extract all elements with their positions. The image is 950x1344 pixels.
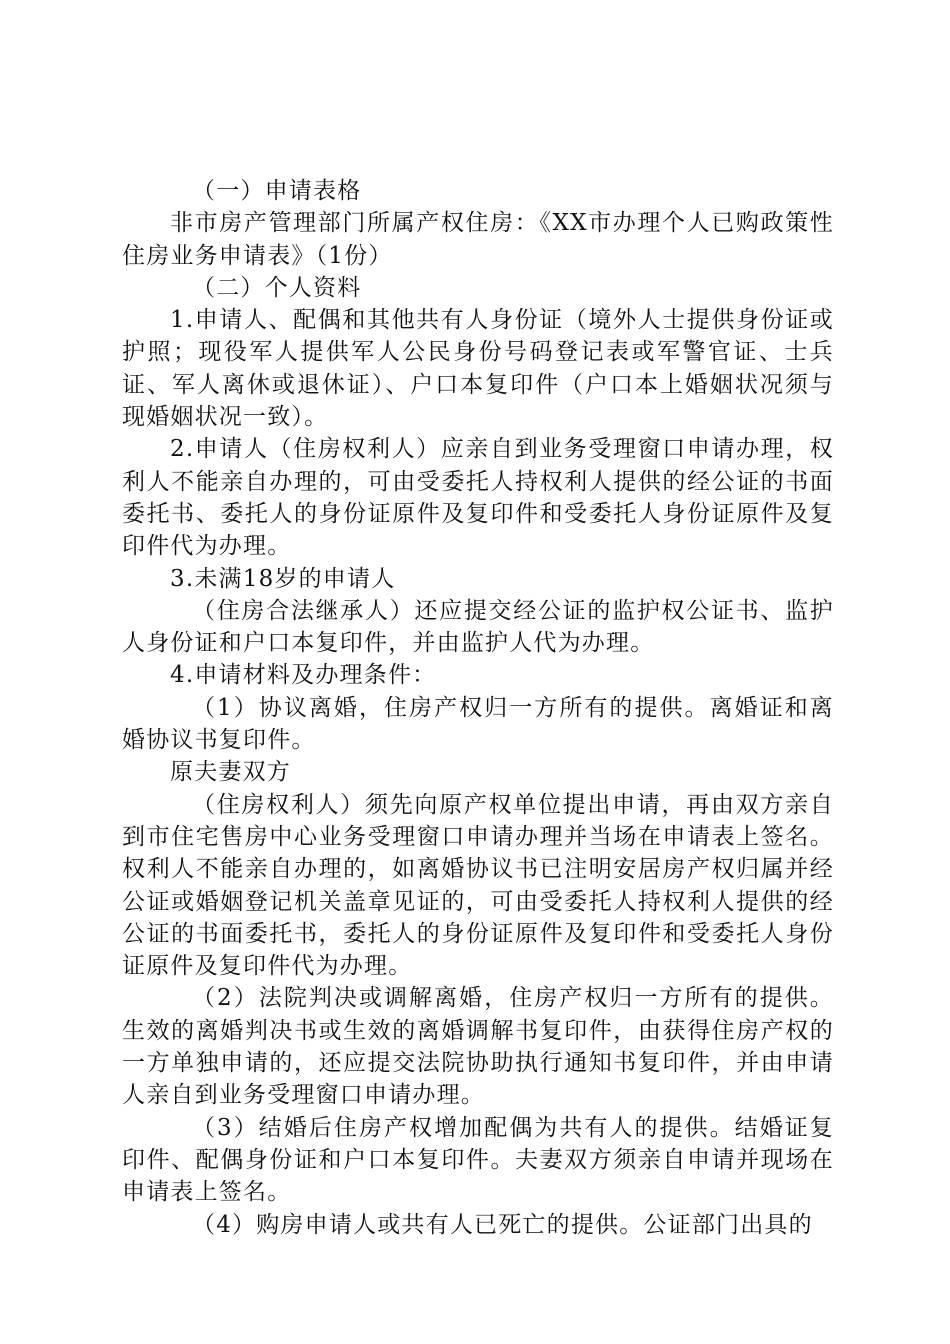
section-heading-personal-info: （二）个人资料 <box>192 274 362 301</box>
section-heading-application-form: （一）申请表格 <box>192 178 362 204</box>
sub-item-4: （4）购房申请人或共有人已死亡的提供。公证部门出具的 <box>192 1211 813 1238</box>
sub-item-2: （2）法院判决或调解离婚，住房产权归一方所有的提供。生效的离婚判决书或生效的离婚调解书复印件，由获得住房产权的一方单独申请的，还应提交法院协助执行通知书复印件，并由申请人亲自到业务受理窗口申请办理。 <box>122 985 834 1109</box>
sub-item-3: （3）结婚后住房产权增加配偶为共有人的提供。结婚证复印件、配偶身份证和户口本复印件。夫妻双方须亲自申请并现场在申请表上签名。 <box>122 1114 834 1206</box>
paragraph: 原夫妻双方 <box>170 759 291 786</box>
paragraph: （住房合法继承人）还应提交经公证的监护权公证书、监护人身份证和户口本复印件，并由监护人代为办理。 <box>122 597 834 657</box>
sub-item-1: （1）协议离婚，住房产权归一方所有的提供。离婚证和离婚协议书复印件。 <box>122 694 834 754</box>
list-item-2: 2.申请人（住房权利人）应亲自到业务受理窗口申请办理，权利人不能亲自办理的，可由受委托人持权利人提供的经公证的书面委托书、委托人的身份证原件及复印件和受委托人身份证原件及复印件代为办理。 <box>122 436 834 560</box>
list-item-4: 4.申请材料及办理条件： <box>170 662 437 689</box>
paragraph: （住房权利人）须先向原产权单位提出申请，再由双方亲自到市住宅售房中心业务受理窗口申请办理并当场在申请表上签名。权利人不能亲自办理的，如离婚协议书已注明安居房产权归属并经公证或婚姻登记机关盖章见证的，可由受委托人持权利人提供的经公证的书面委托书，委托人的身份证原件及复印件和受委托人身份证原件及复印件代为办理。 <box>122 791 834 980</box>
paragraph: 非市房产管理部门所属产权住房：《XX市办理个人已购政策性住房业务申请表》（1份） <box>122 210 834 269</box>
list-item-1: 1.申请人、配偶和其他共有人身份证（境外人士提供身份证或护照；现役军人提供军人公民身份号码登记表或军警官证、士兵证、军人离休或退休证）、户口本复印件（户口本上婚姻状况须与现婚姻状况一致）。 <box>122 307 834 431</box>
list-item-3: 3.未满18岁的申请人 <box>170 565 396 592</box>
document-body <box>122 175 834 1241</box>
